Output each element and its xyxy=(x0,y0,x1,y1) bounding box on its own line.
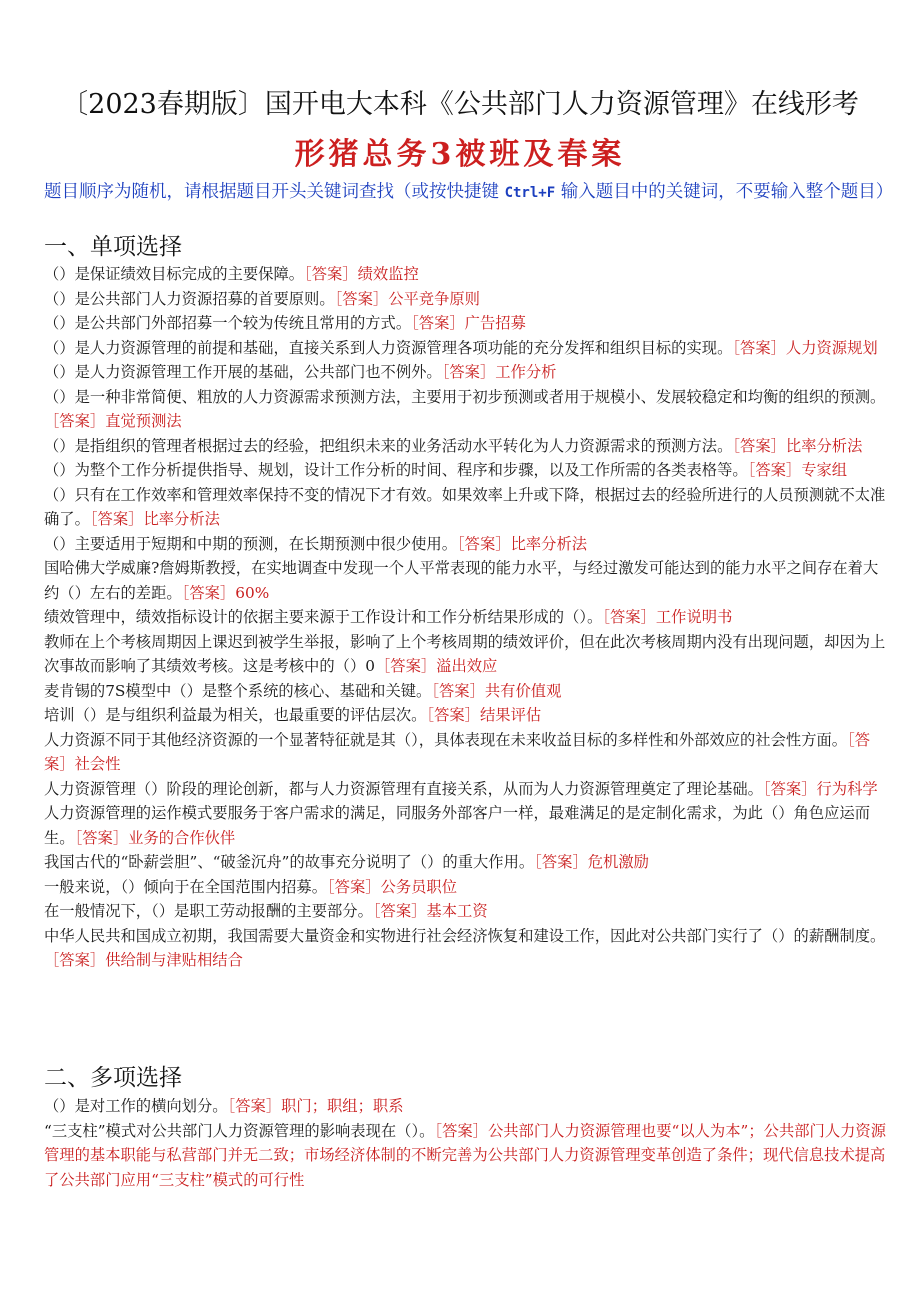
question-text: 人力资源不同于其他经济资源的一个显著特征就是其（），具体表现在未来收益目标的多样性和外部效应的社会性方面。 xyxy=(44,730,848,749)
answer-text: ［答案］公务员职位 xyxy=(327,877,458,896)
question-item xyxy=(44,532,890,557)
question-text: （）为整个工作分析提供指导、规划，设计工作分析的时间、程序和步骤，以及工作所需的各类表格等。 xyxy=(44,461,748,479)
question-item xyxy=(44,556,890,605)
document-subtitle: 形猪总务3被班及春案 xyxy=(294,137,626,172)
question-text: 在一般情况下，（）是职工劳动报酬的主要部分。 xyxy=(44,902,373,920)
single-choice-list xyxy=(44,262,890,973)
question-text: 国哈佛大学威廉?詹姆斯教授，在实地调查中发现一个人平常表现的能力水平，与经过激发可能达到的能力水平之间存在着大约（）左右的差距。 xyxy=(44,559,879,602)
answer-text: ［答案］直觉预测法 xyxy=(44,412,182,430)
intro-text-part2: 输入题目中的关键词，不要输入整个题目） xyxy=(555,182,894,202)
answer-text: ［答案］社会性 xyxy=(44,730,871,773)
multiple-choice-list xyxy=(44,1094,890,1192)
answer-text: ［答案］工作说明书 xyxy=(602,608,733,626)
question-item xyxy=(44,924,890,973)
answer-text: ［答案］比率分析法 xyxy=(457,534,588,553)
question-text: 一般来说，（）倾向于在全国范围内招募。 xyxy=(44,877,327,896)
question-text: 我国古代的“卧薪尝胆”、“破釜沉舟”的故事充分说明了（）的重大作用。 xyxy=(44,853,535,871)
question-item xyxy=(44,899,890,924)
question-item xyxy=(44,458,890,483)
question-text: “三支柱”模式对公共部门人力资源管理的影响表现在（）。 xyxy=(44,1121,435,1140)
section-heading-multiple-choice: 二、多项选择 xyxy=(44,1065,182,1091)
answer-text: ［答案］广告招募 xyxy=(411,314,526,332)
answer-text: ［答案］专家组 xyxy=(747,461,848,479)
question-text: （）只有在工作效率和管理效率保持不变的情况下才有效。如果效率上升或下降，根据过去的经验所进行的人员预测就不太准确了。 xyxy=(44,485,886,528)
question-item xyxy=(44,703,890,728)
question-text: （）是保证绩效目标完成的主要保障。 xyxy=(44,265,305,283)
intro-text-part1: 题目顺序为随机，请根据题目开头关键词查找（或按快捷键 xyxy=(44,182,505,202)
shortcut-key: Ctrl+F xyxy=(504,185,556,201)
answer-text: ［答案］供给制与津贴相结合 xyxy=(44,951,243,969)
answer-text: ［答案］业务的合作伙伴 xyxy=(74,828,236,847)
question-item xyxy=(44,360,890,385)
question-text: （）是人力资源管理工作开展的基础，公共部门也不例外。 xyxy=(44,363,442,381)
answer-text: ［答案］职门；职组；职系 xyxy=(227,1097,404,1115)
question-item xyxy=(44,1094,890,1119)
question-item xyxy=(44,679,890,704)
answer-text: ［答案］比率分析法 xyxy=(89,510,220,528)
question-item xyxy=(44,336,890,361)
question-item xyxy=(44,311,890,336)
question-text: 人力资源管理（）阶段的理论创新，都与人力资源管理有直接关系，从而为人力资源管理奠定了理论基础。 xyxy=(44,779,763,798)
question-item xyxy=(44,850,890,875)
document-title: 〔2023春期版〕国开电大本科《公共部门人力资源管理》在线形考 xyxy=(61,89,859,120)
answer-text: ［答案］工作分析 xyxy=(441,363,557,381)
question-text: （）主要适用于短期和中期的预测，在长期预测中很少使用。 xyxy=(44,534,458,553)
question-item xyxy=(44,385,890,434)
answer-text: ［答案］溢出效应 xyxy=(374,657,498,675)
answer-text: ［答案］危机激励 xyxy=(534,853,649,871)
question-text: （）是一种非常简便、粗放的人力资源需求预测方法，主要用于初步预测或者用于规模小、发展较稳定和均衡的组织的预测。 xyxy=(44,387,886,406)
answer-text: ［答案］基本工资 xyxy=(372,902,488,920)
question-text: 中华人民共和国成立初期，我国需要大量资金和实物进行社会经济恢复和建设工作，因此对公共部门实行了（）的薪酬制度。 xyxy=(44,926,886,945)
question-item xyxy=(44,434,890,459)
answer-text: ［答案］行为科学 xyxy=(762,779,878,798)
question-item xyxy=(44,875,890,900)
question-text: （）是公共部门人力资源招募的首要原则。 xyxy=(44,289,335,308)
answer-text: ［答案］结果评估 xyxy=(426,706,542,724)
answer-text: ［答案］比率分析法 xyxy=(732,436,863,455)
question-text: 教师在上个考核周期因上课迟到被学生举报，影响了上个考核周期的绩效评价，但在此次考核周期内没有出现问题，却因为上次事故而影响了其绩效考核。这是考核中的（）0 xyxy=(44,632,886,675)
question-text: （）是人力资源管理的前提和基础，直接关系到人力资源管理各项功能的充分发挥和组织目标的实现。 xyxy=(44,338,733,357)
question-item xyxy=(44,605,890,630)
question-item xyxy=(44,287,890,312)
answer-text: ［答案］60% xyxy=(181,583,270,602)
question-text: 培训（）是与组织利益最为相关，也最重要的评估层次。 xyxy=(44,706,427,724)
answer-text: ［答案］人力资源规划 xyxy=(732,338,878,357)
question-text: 麦肯锡的7S模型中（）是整个系统的核心、基础和关键。 xyxy=(44,681,432,700)
question-item xyxy=(44,777,890,802)
question-item xyxy=(44,801,890,850)
answer-text: ［答案］绩效监控 xyxy=(304,265,419,283)
question-text: （）是公共部门外部招募一个较为传统且常用的方式。 xyxy=(44,314,412,332)
question-text: （）是指组织的管理者根据过去的经验，把组织未来的业务活动水平转化为人力资源需求的预测方法。 xyxy=(44,436,733,455)
question-item xyxy=(44,1119,890,1193)
question-item xyxy=(44,630,890,679)
question-item xyxy=(44,262,890,287)
search-instructions xyxy=(44,180,900,205)
answer-text: ［答案］公共部门人力资源管理也要“以人为本”；公共部门人力资源管理的基本职能与私营部门并无二致；市场经济体制的不断完善为公共部门人力资源管理变革创造了条件；现代信息技术提高了公共部门应用“三支柱”模式的可行性 xyxy=(44,1121,887,1189)
answer-text: ［答案］公平竞争原则 xyxy=(334,289,480,308)
answer-text: ［答案］共有价值观 xyxy=(431,681,562,700)
question-text: （）是对工作的横向划分。 xyxy=(44,1097,228,1115)
question-text: 人力资源管理的运作模式要服务于客户需求的满足，同服务外部客户一样，最难满足的是定制化需求，为此（）角色应运而生。 xyxy=(44,804,871,847)
question-item xyxy=(44,483,890,532)
question-text: 绩效管理中，绩效指标设计的依据主要来源于工作设计和工作分析结果形成的（）。 xyxy=(44,608,603,626)
section-heading-single-choice: 一、单项选择 xyxy=(44,234,182,260)
question-item xyxy=(44,728,890,777)
